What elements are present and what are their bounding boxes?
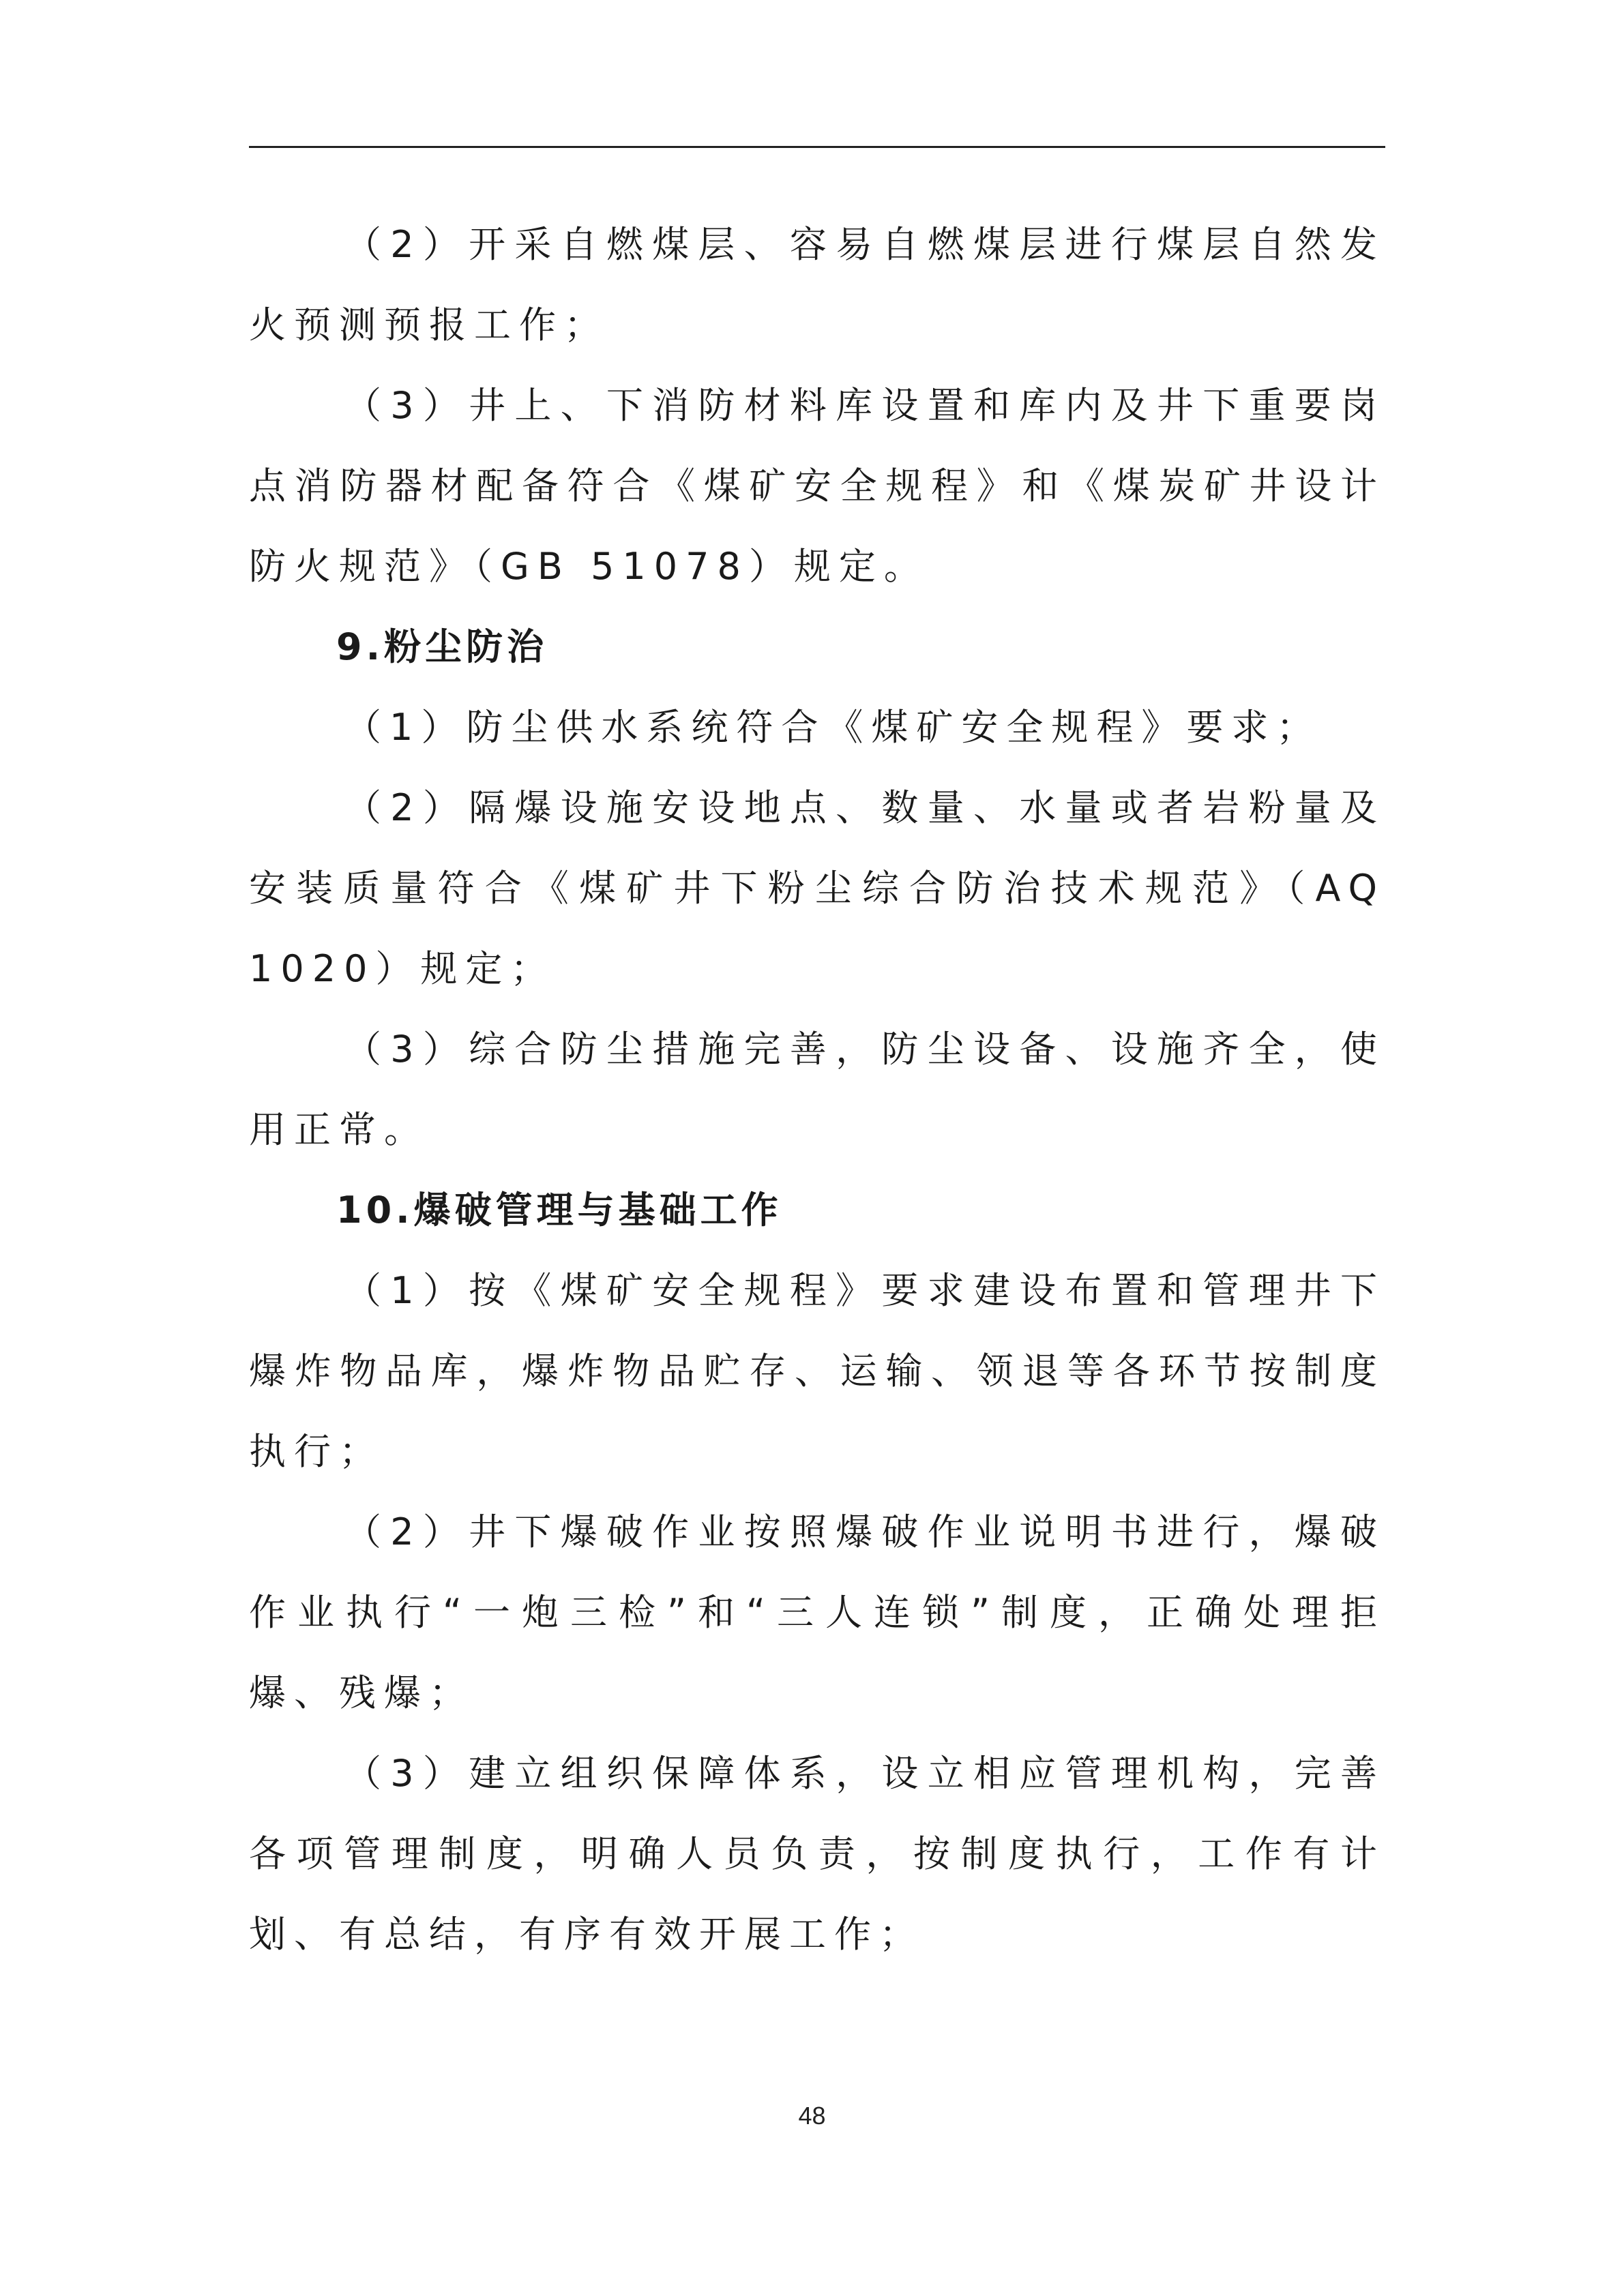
paragraph-explosion-barriers: （2）隔爆设施安设地点、数量、水量或者岩粉量及安装质量符合《煤矿井下粉尘综合防治技术规范》（AQ 1020）规定； (249, 786, 1385, 990)
paragraph-explosives-storage: （1）按《煤矿安全规程》要求建设布置和管理井下爆炸物品库，爆炸物品贮存、运输、领退等各环节按制度执行； (249, 1269, 1385, 1473)
paragraph-blasting-operations: （2）井下爆破作业按照爆破作业说明书进行，爆破作业执行“一炮三检”和“三人连锁”制度，正确处理拒爆、残爆； (249, 1510, 1385, 1714)
paragraph-dust-measures: （3）综合防尘措施完善，防尘设备、设施齐全，使用正常。 (249, 1028, 1385, 1151)
section-heading-dust-prevention: 9.粉尘防治 (336, 625, 548, 668)
header-rule (249, 146, 1385, 148)
page-number: 48 (798, 2102, 826, 2130)
paragraph-organization-system: （3）建立组织保障体系，设立相应管理机构，完善各项管理制度，明确人员负责，按制度执行，工作有计划、有总结，有序有效开展工作； (249, 1752, 1385, 1956)
document-body (249, 205, 1385, 1975)
section-heading-blasting-management: 10.爆破管理与基础工作 (336, 1189, 782, 1232)
paragraph-fire-forecast: （2）开采自燃煤层、容易自燃煤层进行煤层自然发火预测预报工作； (249, 223, 1385, 346)
paragraph-dust-water-supply: （1）防尘供水系统符合《煤矿安全规程》要求； (344, 706, 1322, 749)
paragraph-fire-equipment: （3）井上、下消防材料库设置和库内及井下重要岗点消防器材配备符合《煤矿安全规程》和《煤炭矿井设计防火规范》（GB 51078）规定。 (249, 384, 1385, 588)
